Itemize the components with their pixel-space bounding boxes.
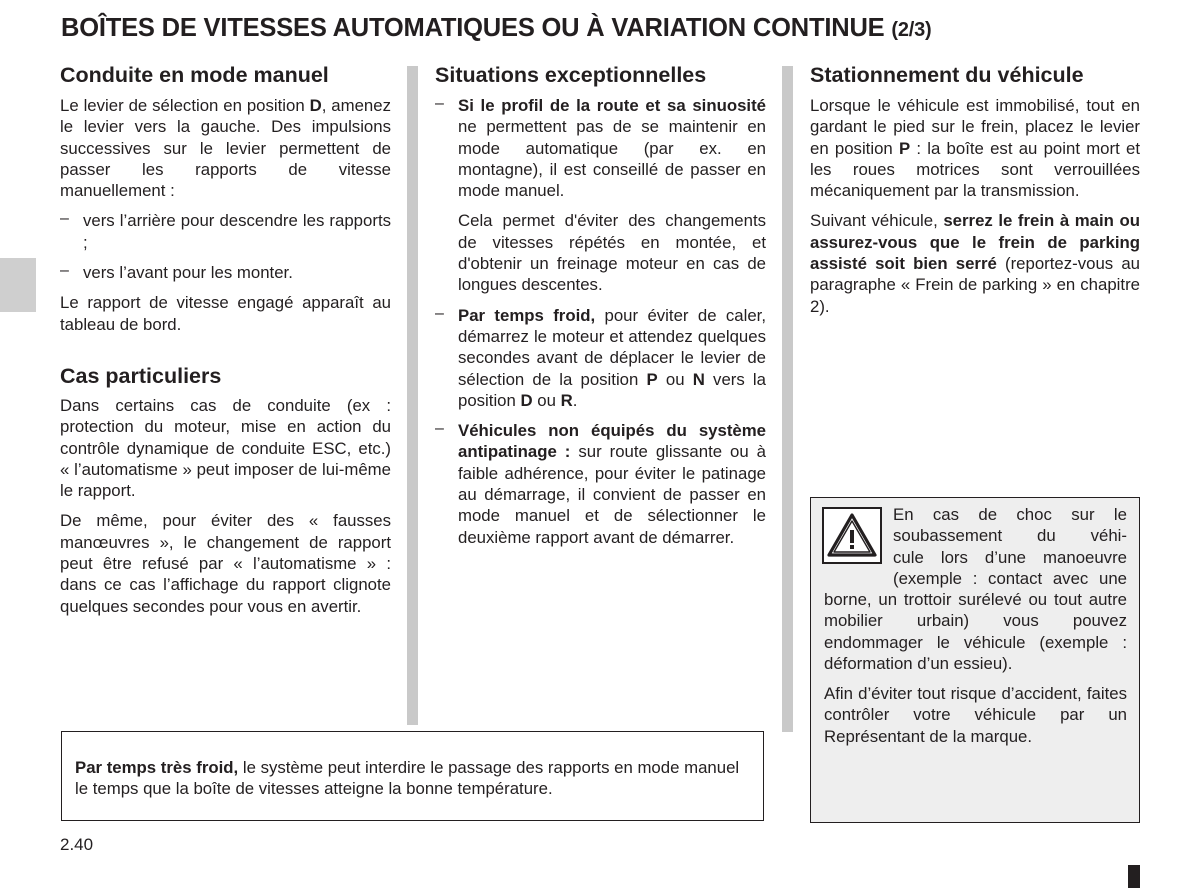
heading-exceptional-situations: Situations exceptionnelles <box>435 63 707 87</box>
warning-triangle-icon <box>822 507 882 564</box>
column-right <box>810 62 1140 317</box>
list-item-cold-weather: – Par temps froid, pour éviter de caler, démarrez le moteur et attendez quelques secondes avant de déplacer le levier de sélection de la position P ou N vers la position D ou R. <box>435 304 766 410</box>
heading-manual-mode: Conduite en mode manuel <box>60 63 329 87</box>
warning-intro: En cas de choc sur le soubassement du véhi- cule lors d’une manoeuvre (exemple : contact avec une <box>893 505 1127 588</box>
paragraph-manual-intro: Le levier de sélection en position D, amenez le levier vers la gauche. Des impulsions successives sur le levier permettent de passer les rapports de vitesse manuellement : <box>60 96 391 201</box>
warning-paragraph: borne, un trottoir surélevé ou tout autre mobilier urbain) vous pouvez endommager le véhicule (exemple : déformation d’un essieu). <box>824 590 1127 673</box>
column-left <box>60 62 391 617</box>
cold-weather-note <box>61 731 764 821</box>
list-item-road-profile: – Si le profil de la route et sa sinuosité ne permettent pas de se maintenir en mode automatique (par ex. en montagne), il est conseillé de passer en mode manuel. <box>435 95 766 201</box>
paragraph-parking-position: Lorsque le véhicule est immobilisé, tout en gardant le pied sur le frein, placez le levier en position P : la boîte est au point mort et les roues motrices sont verrouillées mécaniquement par la transmission. <box>810 96 1140 201</box>
warning-body <box>824 589 1127 747</box>
title-main: BOÎTES DE VITESSES AUTOMATIQUES OU À VARIATION CONTINUE <box>61 14 885 42</box>
page-corner-mark <box>1128 865 1140 888</box>
column-middle <box>435 62 766 548</box>
heading-special-cases: Cas particuliers <box>60 363 222 388</box>
paragraph-false-maneuvers: De même, pour éviter des « fausses manœuvres », le changement de rapport peut être refusé par « l’automatisme » : dans ce cas l’affichage du rapport clignote quelques secondes pour vous en avertir. <box>60 511 391 616</box>
title-part: (2/3) <box>891 19 932 41</box>
warning-advice: Afin d’éviter tout risque d’accident, faites contrôler votre véhicule par un Représentant de la marque. <box>824 684 1127 746</box>
list-item-upshift: – vers l’avant pour les monter. <box>60 262 293 283</box>
paragraph-special-cases: Dans certains cas de conduite (ex : protection du moteur, mise en action du contrôle dynamique de conduite ESC, etc.) « l’automatisme » peut imposer de lui-même le rapport. <box>60 395 391 501</box>
paragraph-gear-display: Le rapport de vitesse engagé apparaît au tableau de bord. <box>60 293 391 334</box>
page-number: 2.40 <box>60 835 94 854</box>
note-text: Par temps très froid, le système peut interdire le passage des rapports en mode manuel le temps que la boîte de vitesses atteigne la bonne température. <box>75 758 740 799</box>
chapter-tab <box>0 258 36 312</box>
warning-box <box>810 497 1140 823</box>
paragraph-parking-brake: Suivant véhicule, serrez le frein à main ou assurez-vous que le frein de parking assisté soit bien serré (reportez-vous au paragraphe « Frein de parking » en chapitre 2). <box>810 211 1140 316</box>
list-item-no-traction-control: – Véhicules non équipés du système antipatinage : sur route glissante ou à faible adhérence, pour éviter le patinage au démarrage, il convient de passer en mode manuel et de sélectionner le deuxième rapport avant de démarrer. <box>435 420 766 547</box>
list-item-downshift: – vers l’arrière pour descendre les rapports ; <box>60 210 391 252</box>
column-separator-left <box>407 66 418 725</box>
heading-parking: Stationnement du véhicule <box>810 63 1084 87</box>
list-item-road-profile-continued: Cela permet d'éviter des changements de vitesses répétés en montée, et d'obtenir un freinage moteur en cas de longues descentes. <box>458 211 766 295</box>
column-separator-right <box>782 66 793 732</box>
page-title <box>61 14 932 43</box>
